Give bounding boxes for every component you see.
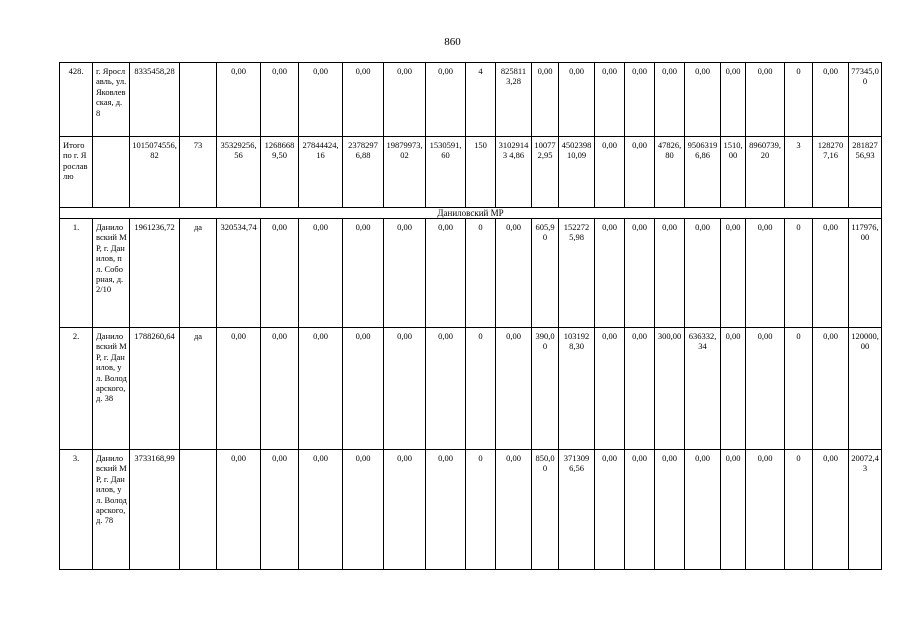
value-cell: 0,00 bbox=[384, 219, 426, 328]
value-cell: 0 bbox=[785, 63, 813, 137]
value-cell: 4502398 10,09 bbox=[559, 137, 595, 208]
value-cell: 4 bbox=[466, 63, 496, 137]
value-cell: 390,00 bbox=[532, 328, 559, 450]
value-cell: 0,00 bbox=[532, 63, 559, 137]
value-cell: 100772,95 bbox=[532, 137, 559, 208]
value-cell: 300,00 bbox=[655, 328, 685, 450]
value-cell: 0,00 bbox=[217, 450, 261, 570]
value-cell: 0,00 bbox=[299, 328, 343, 450]
value-cell: 120000,00 bbox=[849, 328, 882, 450]
value-cell: 3733168,99 bbox=[130, 450, 180, 570]
value-cell: 0,00 bbox=[496, 328, 532, 450]
value-cell: 0,00 bbox=[261, 63, 299, 137]
value-cell: 1788260,64 bbox=[130, 328, 180, 450]
value-cell: 1015074556,82 bbox=[130, 137, 180, 208]
value-cell: 0,00 bbox=[655, 450, 685, 570]
table-row bbox=[60, 328, 882, 450]
value-cell: 0,00 bbox=[496, 219, 532, 328]
value-cell: 0,00 bbox=[625, 219, 655, 328]
value-cell: 0,00 bbox=[625, 450, 655, 570]
value-cell: 150 bbox=[466, 137, 496, 208]
value-cell: 23782976,88 bbox=[343, 137, 384, 208]
table-row bbox=[60, 450, 882, 570]
section-title: Даниловский МР bbox=[60, 208, 882, 219]
value-cell: да bbox=[180, 219, 217, 328]
table-row bbox=[60, 137, 882, 208]
value-cell: 0,00 bbox=[384, 63, 426, 137]
value-cell: 0,00 bbox=[625, 63, 655, 137]
value-cell: 0,00 bbox=[655, 63, 685, 137]
value-cell: 0,00 bbox=[426, 63, 466, 137]
value-cell: 0,00 bbox=[217, 63, 261, 137]
value-cell: 0,00 bbox=[595, 219, 625, 328]
table-row bbox=[60, 219, 882, 328]
address-cell bbox=[93, 137, 130, 208]
value-cell: 0,00 bbox=[496, 450, 532, 570]
value-cell: 77345,00 bbox=[849, 63, 882, 137]
row-number-cell: Итого по г. Ярославлю bbox=[60, 137, 93, 208]
value-cell: 0,00 bbox=[261, 219, 299, 328]
value-cell: 1031928,30 bbox=[559, 328, 595, 450]
value-cell: 0,00 bbox=[343, 63, 384, 137]
value-cell: 0,00 bbox=[343, 328, 384, 450]
value-cell: 1510,00 bbox=[721, 137, 746, 208]
value-cell: 0,00 bbox=[595, 137, 625, 208]
register-table bbox=[59, 62, 882, 570]
value-cell: 0,00 bbox=[721, 63, 746, 137]
value-cell bbox=[180, 450, 217, 570]
value-cell: 0,00 bbox=[343, 219, 384, 328]
value-cell: 20072,43 bbox=[849, 450, 882, 570]
value-cell: 636332,34 bbox=[685, 328, 721, 450]
address-cell: г. Ярославль, ул. Яковлевская, д. 8 bbox=[93, 63, 130, 137]
value-cell: 0 bbox=[466, 219, 496, 328]
value-cell: 0,00 bbox=[299, 450, 343, 570]
value-cell: 0 bbox=[466, 450, 496, 570]
address-cell: Даниловский МР, г. Данилов, ул. Володарского, д. 78 bbox=[93, 450, 130, 570]
address-cell: Даниловский МР, г. Данилов, пл. Соборная, д. 2/10 bbox=[93, 219, 130, 328]
value-cell: 0,00 bbox=[384, 328, 426, 450]
value-cell: 95063196,86 bbox=[685, 137, 721, 208]
value-cell: 3 bbox=[785, 137, 813, 208]
value-cell: 320534,74 bbox=[217, 219, 261, 328]
value-cell: 0,00 bbox=[746, 63, 785, 137]
value-cell: 0,00 bbox=[746, 328, 785, 450]
value-cell: 35329256,56 bbox=[217, 137, 261, 208]
value-cell: 47826,80 bbox=[655, 137, 685, 208]
value-cell: 0,00 bbox=[721, 328, 746, 450]
table-row bbox=[60, 63, 882, 137]
value-cell: 0,00 bbox=[261, 450, 299, 570]
value-cell: 0,00 bbox=[625, 328, 655, 450]
value-cell: 0,00 bbox=[559, 63, 595, 137]
row-number-cell: 1. bbox=[60, 219, 93, 328]
value-cell: 8258113,28 bbox=[496, 63, 532, 137]
value-cell: 605,90 bbox=[532, 219, 559, 328]
value-cell: 0,00 bbox=[299, 219, 343, 328]
value-cell: 0 bbox=[785, 328, 813, 450]
value-cell: 12686689,50 bbox=[261, 137, 299, 208]
row-number-cell: 2. bbox=[60, 328, 93, 450]
address-cell: Даниловский МР, г. Данилов, ул. Володарского, д. 38 bbox=[93, 328, 130, 450]
value-cell: 0,00 bbox=[426, 328, 466, 450]
value-cell: 0,00 bbox=[595, 328, 625, 450]
value-cell: 0,00 bbox=[655, 219, 685, 328]
value-cell: 0,00 bbox=[343, 450, 384, 570]
value-cell: 0 bbox=[785, 219, 813, 328]
value-cell: 8335458,28 bbox=[130, 63, 180, 137]
value-cell: 0,00 bbox=[625, 137, 655, 208]
value-cell: 0,00 bbox=[426, 450, 466, 570]
page-number: 860 bbox=[444, 36, 461, 48]
value-cell: 0,00 bbox=[813, 328, 849, 450]
value-cell bbox=[180, 63, 217, 137]
value-cell: 19879973,02 bbox=[384, 137, 426, 208]
value-cell: 117976,00 bbox=[849, 219, 882, 328]
value-cell: 1522725,98 bbox=[559, 219, 595, 328]
value-cell: 1530591,60 bbox=[426, 137, 466, 208]
value-cell: 0,00 bbox=[813, 219, 849, 328]
value-cell: 27844424,16 bbox=[299, 137, 343, 208]
section-header-row bbox=[60, 208, 882, 219]
value-cell: 0,00 bbox=[721, 450, 746, 570]
value-cell: 0,00 bbox=[685, 450, 721, 570]
value-cell: 850,00 bbox=[532, 450, 559, 570]
value-cell: 3713096,56 bbox=[559, 450, 595, 570]
value-cell: 0,00 bbox=[813, 450, 849, 570]
row-number-cell: 3. bbox=[60, 450, 93, 570]
value-cell: 0,00 bbox=[299, 63, 343, 137]
value-cell: 0,00 bbox=[595, 450, 625, 570]
value-cell: 0,00 bbox=[721, 219, 746, 328]
value-cell: 0,00 bbox=[746, 450, 785, 570]
value-cell: да bbox=[180, 328, 217, 450]
row-number-cell: 428. bbox=[60, 63, 93, 137]
value-cell: 0,00 bbox=[261, 328, 299, 450]
value-cell: 0 bbox=[466, 328, 496, 450]
value-cell: 1282707,16 bbox=[813, 137, 849, 208]
value-cell: 0 bbox=[785, 450, 813, 570]
value-cell: 0,00 bbox=[746, 219, 785, 328]
value-cell: 28182756,93 bbox=[849, 137, 882, 208]
value-cell: 8960739,20 bbox=[746, 137, 785, 208]
value-cell: 31029143 4,86 bbox=[496, 137, 532, 208]
value-cell: 0,00 bbox=[217, 328, 261, 450]
value-cell: 0,00 bbox=[595, 63, 625, 137]
value-cell: 0,00 bbox=[426, 219, 466, 328]
value-cell: 0,00 bbox=[685, 63, 721, 137]
value-cell: 0,00 bbox=[384, 450, 426, 570]
value-cell: 0,00 bbox=[813, 63, 849, 137]
value-cell: 73 bbox=[180, 137, 217, 208]
value-cell: 0,00 bbox=[685, 219, 721, 328]
value-cell: 1961236,72 bbox=[130, 219, 180, 328]
